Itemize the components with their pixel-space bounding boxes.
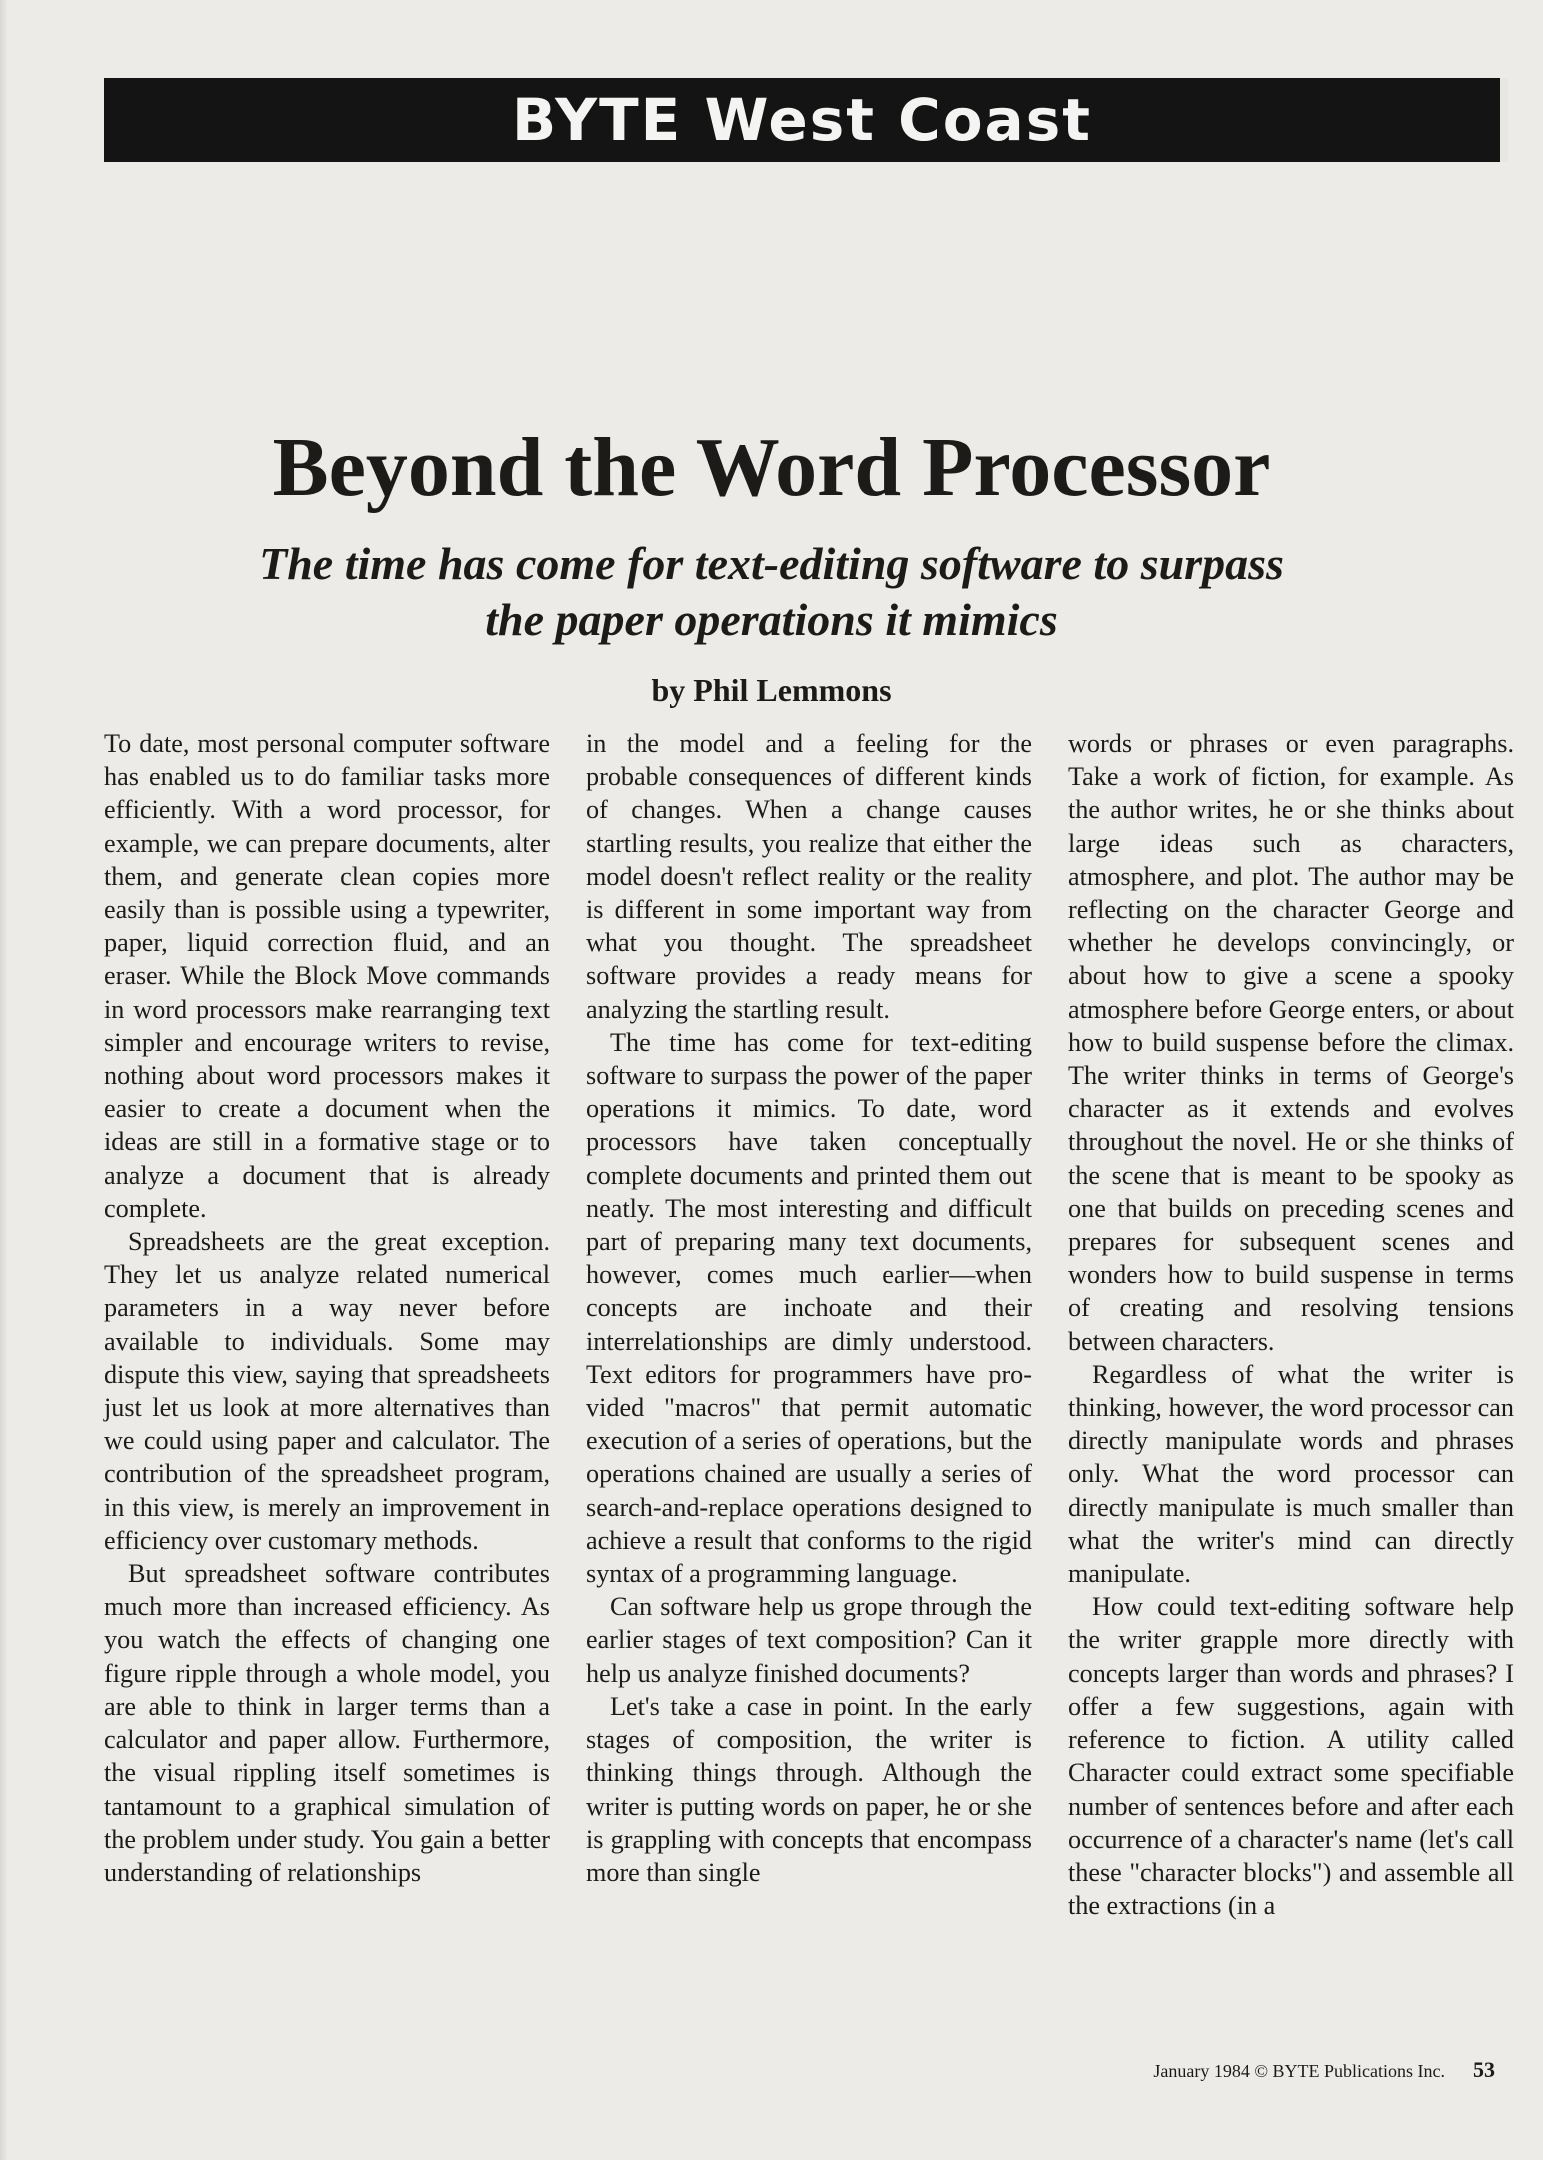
paragraph: Spreadsheets are the great exception. They let us analyze related numerical parameters in a way never before available to individuals. Some may dispute this view, saying that spreadsheets just let us look at more alternatives than we could using paper and calculator. The contribution of the spreadsheet program, in this view, is merely an improvement in efficiency over customary methods. bbox=[104, 1227, 550, 1555]
paragraph: How could text-editing software help the writer grapple more directly with concepts larger than words and phrases? I offer a few suggestions, again with reference to fiction. A utility called Character could extract some specifiable number of sentences before and after each occurrence of a character's name (let's call these "character blocks") and assemble all the extractions (in a bbox=[1068, 1592, 1514, 1921]
paragraph: in the model and a feeling for the probable consequences of different kinds of changes. When a change causes startling results, you realize that either the model doesn't reflect reality or the reality is different in some important way from what you thought. The spreadsheet software provides a ready means for analyzing the startling result. bbox=[586, 729, 1032, 1024]
paragraph: Regardless of what the writer is thinking, however, the word processor can directly manipulate words and phrases only. What the word processor can directly manipulate is much smaller than what the writer's mind can directly manipulate. bbox=[1068, 1359, 1514, 1589]
article-title: Beyond the Word Processor bbox=[272, 421, 1271, 514]
byline: by Phil Lemmons bbox=[651, 672, 892, 708]
banner-edge bbox=[1500, 78, 1508, 162]
issue-line: January 1984 © BYTE Publications Inc. bbox=[1153, 2061, 1445, 2081]
paragraph: Let's take a case in point. In the early stages of composition, the writer is thinking things through. Although the writer is putting words on paper, he or she is grappling with concepts that encompass more than single bbox=[586, 1691, 1032, 1887]
page-number: 53 bbox=[1473, 2057, 1495, 2082]
paragraph: Can software help us grope through the earlier stages of text composition? Can it help us analyze finished documents? bbox=[586, 1592, 1032, 1688]
paragraph: To date, most personal computer software has enabled us to do familiar tasks more efficiently. With a word processor, for example, we can prepare documents, alter them, and generate clean copies more easily than is possible using a typewriter, paper, liquid correction fluid, and an eraser. While the Block Move commands in word processors make rearranging text simpler and encourage writers to revise, nothing about word processors makes it easier to create a document when the ideas are still in a formative stage or to analyze a document that is already complete. bbox=[104, 729, 550, 1223]
article-subtitle bbox=[0, 536, 1543, 648]
subtitle-line-1: The time has come for text-editing software to surpass bbox=[259, 538, 1284, 589]
column-3 bbox=[1068, 727, 1514, 1922]
page-footer bbox=[1153, 2056, 1495, 2085]
column-2 bbox=[586, 727, 1032, 1922]
paragraph: words or phrases or even paragraphs. Take a work of fiction, for example. As the author writes, he or she thinks about large ideas such as characters, atmosphere, and plot. The author may be reflecting on the character George and whether he develops convincingly, or about how to give a scene a spooky atmosphere before George enters, or about how to build suspense before the climax. The writer thinks in terms of George's character as it extends and evolves throughout the novel. He or she thinks of the scene that is meant to be spooky as one that builds on preceding scenes and prepares for subsequent scenes and wonders how to build suspense in terms of creating and resolving tensions between characters. bbox=[1068, 729, 1514, 1356]
column-1 bbox=[104, 727, 550, 1922]
section-banner-text: BYTE West Coast bbox=[512, 86, 1092, 154]
paragraph: The time has come for text-editing software to surpass the power of the paper operations it mimics. To date, word processors have taken conceptually complete documents and printed them out neatly. The most interesting and difficult part of preparing many text documents, however, comes much earlier—when concepts are inchoate and their interrelationships are dimly understood. Text editors for programmers have provided "macros" that permit automatic execution of a series of operations, but the operations chained are usually a series of search-and-replace operations designed to achieve a result that conforms to the rigid syntax of a programming language. bbox=[586, 1027, 1032, 1589]
page-edge bbox=[0, 0, 8, 2160]
paragraph: But spreadsheet software contributes much more than increased efficiency. As you watch the effects of changing one figure ripple through a whole model, you are able to think in larger terms than a calculator and paper allow. Furthermore, the visual rippling itself sometimes is tantamount to a graphical simulation of the problem under study. You gain a better understanding of relationships bbox=[104, 1559, 550, 1887]
body-columns bbox=[104, 727, 1514, 1922]
subtitle-line-2: the paper operations it mimics bbox=[485, 594, 1058, 645]
section-banner bbox=[104, 78, 1500, 162]
